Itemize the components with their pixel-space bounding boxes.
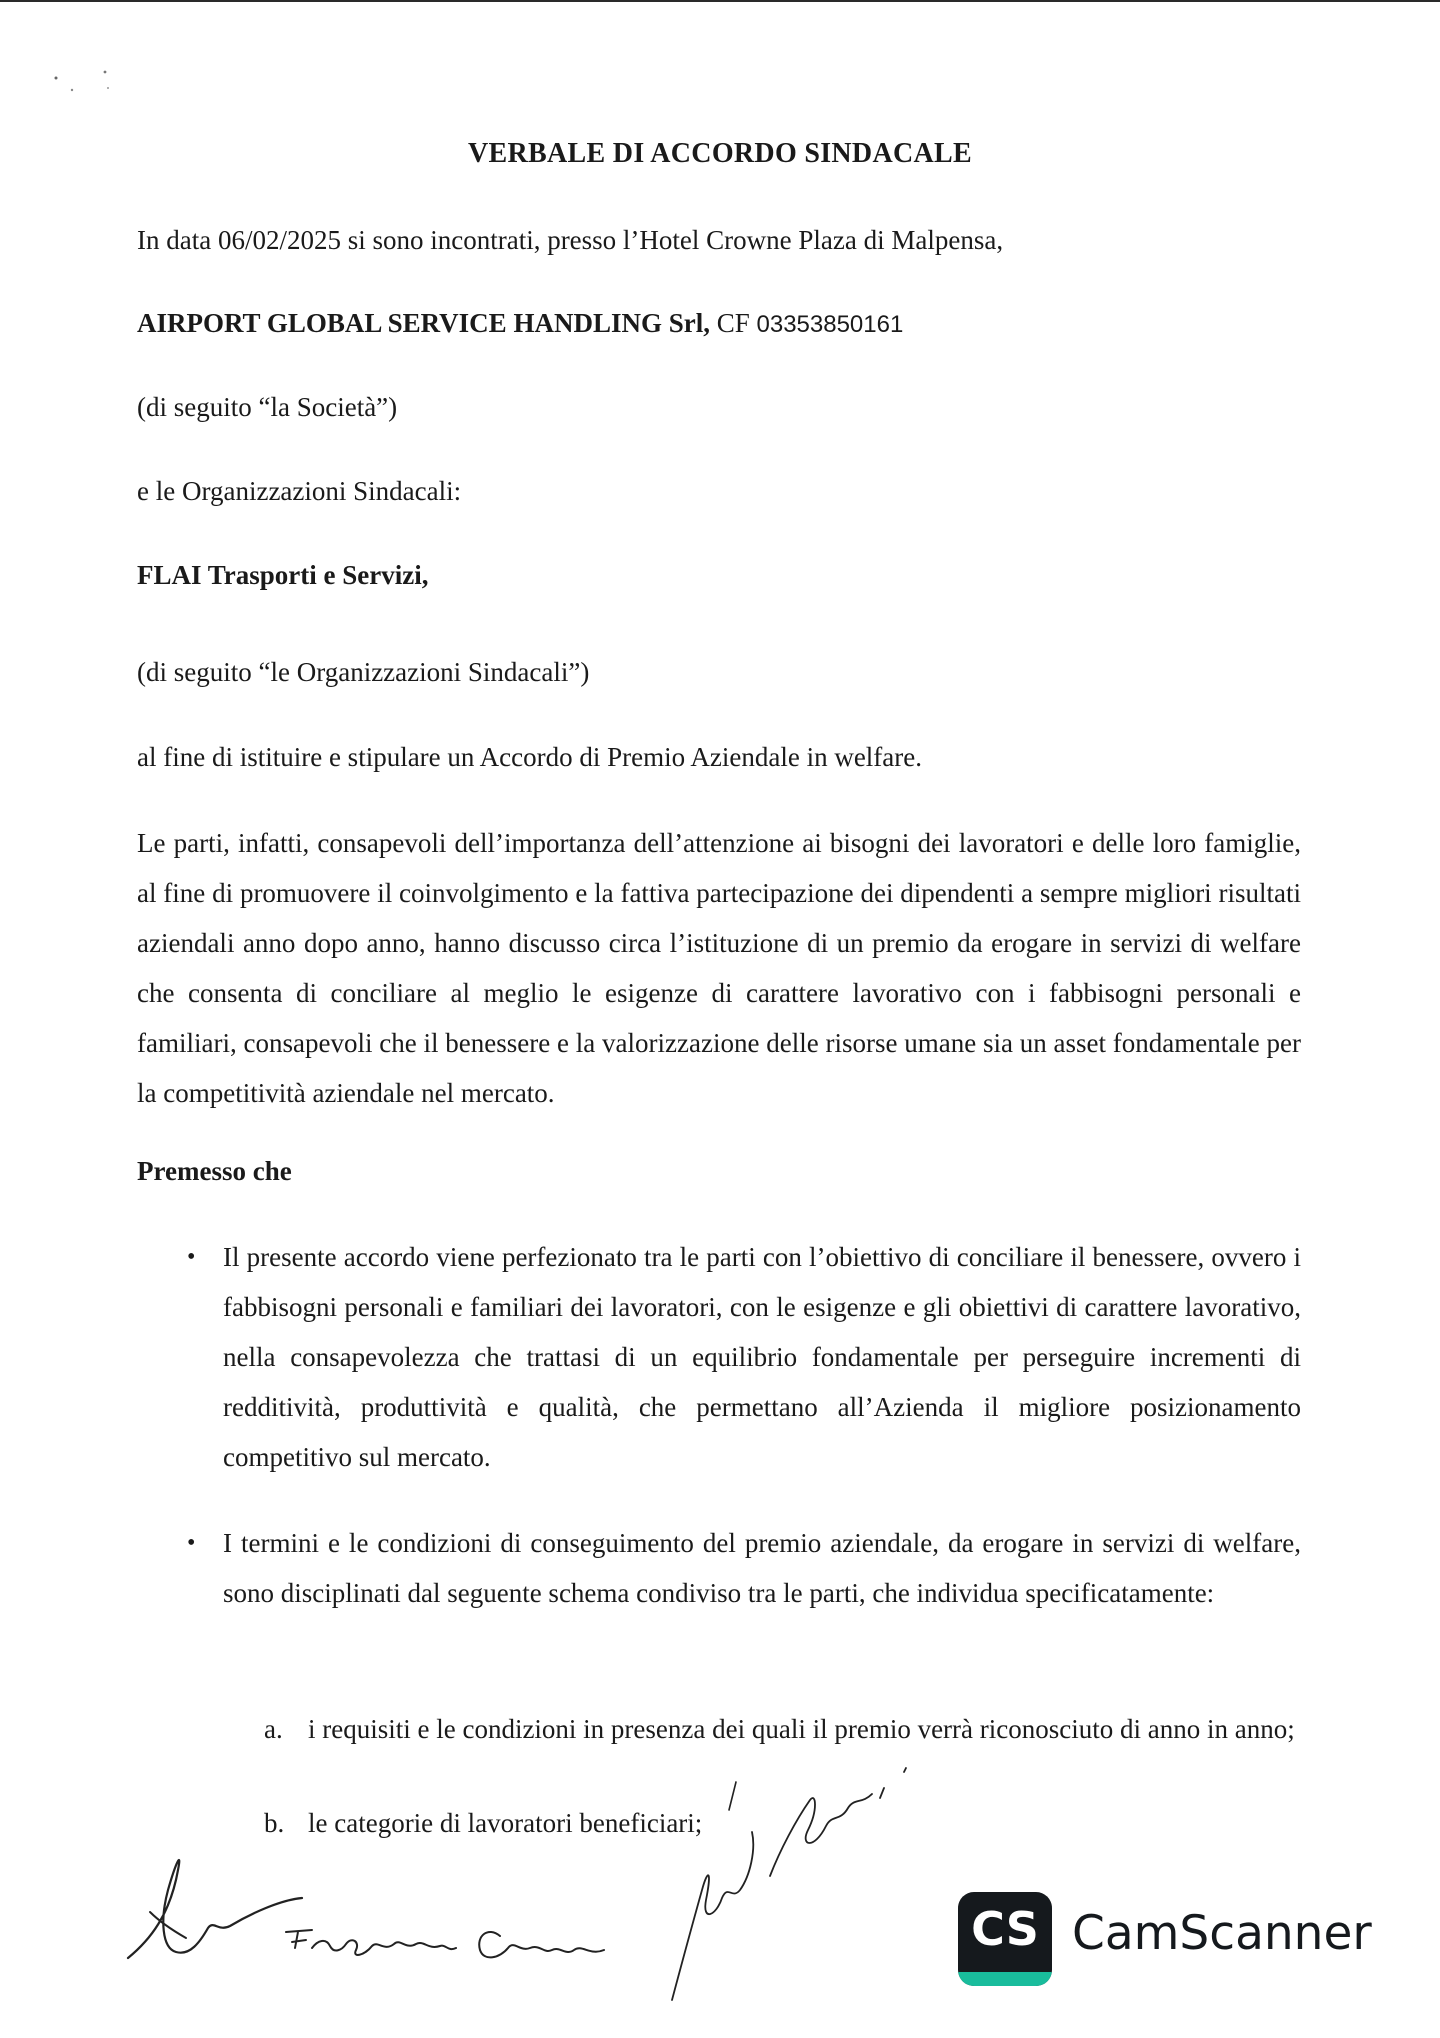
intro-line: In data 06/02/2025 si sono incontrati, presso l’Hotel Crowne Plaza di Malpensa, xyxy=(137,225,1004,255)
camscanner-logo xyxy=(958,1892,1052,1986)
document-title: VERBALE DI ACCORDO SINDACALE xyxy=(468,138,972,169)
unions-alias: (di seguito “le Organizzazioni Sindacali”) xyxy=(137,657,590,687)
scan-specks xyxy=(50,60,120,110)
bullet-item-2 xyxy=(137,1518,1301,1618)
bullet-text: I termini e le condizioni di conseguimento del premio aziendale, da erogare in servizi di welfare, sono disciplinati dal seguente schema condiviso tra le parti, che individua specificatamente: xyxy=(223,1528,1301,1608)
unions-intro: e le Organizzazioni Sindacali: xyxy=(137,476,462,506)
camscanner-logo-text: CS xyxy=(971,1902,1039,1956)
signature-right xyxy=(672,1768,906,2000)
premesso-heading: Premesso che xyxy=(137,1156,292,1186)
company-name: AIRPORT GLOBAL SERVICE HANDLING Srl, xyxy=(137,308,710,338)
main-paragraph: Le parti, infatti, consapevoli dell’importanza dell’attenzione ai bisogni dei lavoratori e delle loro famiglie, al fine di promuovere il coinvolgimento e la fattiva partecipazione dei dipendenti a sempre migliori risultati aziendali anno dopo anno, hanno discusso circa l’istituzione di un premio da erogare in servizi di welfare che consenta di conciliare al meglio le esigenze di carattere lavorativo con i fabbisogni personali e familiari, consapevoli che il benessere e la valorizzazione delle risorse umane sia un asset fondamentale per la competitività aziendale nel mercato. xyxy=(137,828,1301,1108)
union-name: FLAI Trasporti e Servizi, xyxy=(137,560,429,590)
company-cf-value: 03353850161 xyxy=(756,311,904,338)
bullet-item-1 xyxy=(137,1232,1301,1482)
bullet-text: Il presente accordo viene perfezionato tra le parti con l’obiettivo di conciliare il benessere, ovvero i fabbisogni personali e familiari dei lavoratori, con le esigenze e gli obiettivi di carattere lavorativo, nella consapevolezza che trattasi di un equilibrio fondamentale per perseguire incrementi di redditività, produttività e qualità, che permettano all’Azienda il migliore posizionamento competitivo sul mercato. xyxy=(223,1242,1301,1472)
sub-item-text: i requisiti e le condizioni in presenza dei quali il premio verrà riconosciuto di anno in anno; xyxy=(308,1714,1295,1744)
bullet-dot: • xyxy=(187,1244,196,1270)
sub-item-text: le categorie di lavoratori beneficiari; xyxy=(308,1808,703,1838)
page-top-border xyxy=(0,0,1440,2)
sub-item-letter: a. xyxy=(264,1714,283,1744)
signature-middle xyxy=(286,1930,604,1957)
signatures-area xyxy=(0,1700,1440,2038)
company-cf-label: CF xyxy=(709,308,757,338)
company-alias: (di seguito “la Società”) xyxy=(137,392,398,422)
purpose-line: al fine di istituire e stipulare un Accordo di Premio Aziendale in welfare. xyxy=(137,742,923,772)
sub-item-letter: b. xyxy=(264,1808,285,1838)
camscanner-logo-accent xyxy=(958,1972,1052,1986)
camscanner-brand-name: CamScanner xyxy=(1072,1906,1372,1961)
bullet-dot: • xyxy=(187,1530,196,1556)
signature-left xyxy=(128,1860,302,1958)
company-line xyxy=(137,308,903,339)
